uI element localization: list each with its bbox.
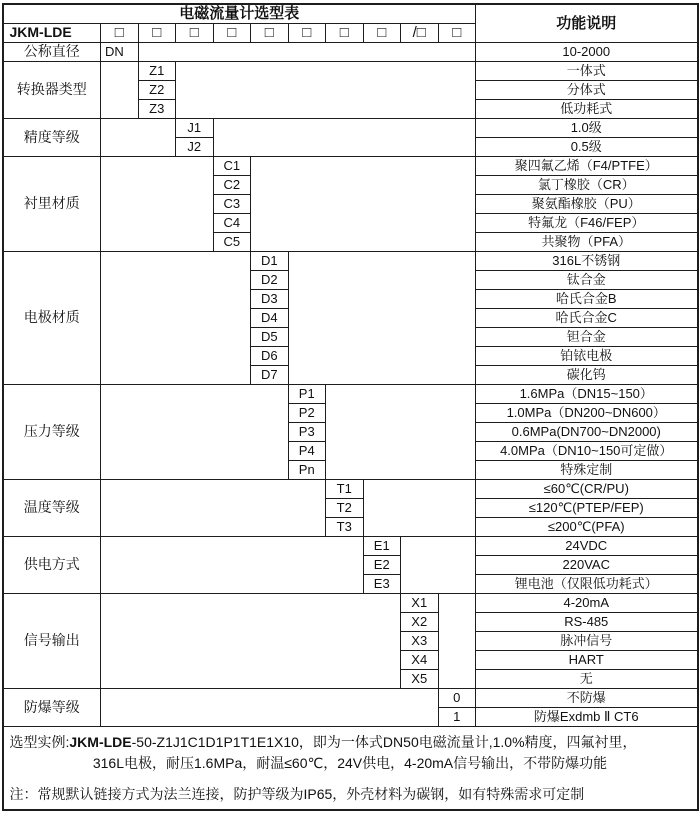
spacer-cell [288, 251, 476, 384]
desc-cell: HART [476, 650, 698, 669]
example-line2: 316L电极，耐压1.6MPa，耐温≤60℃，24V供电，4-20mA信号输出，不带防爆功能 [92, 754, 608, 771]
example-rest: -50-Z1J1C1D1P1T1E1X10，即为一体式DN50电磁流量计,1.0%精度，四氟衬里， [131, 733, 637, 750]
function-header: 功能说明 [476, 4, 698, 42]
desc-cell: 0.6MPa(DN700~DN2000) [476, 422, 698, 441]
code-cell: C3 [213, 194, 251, 213]
section-label: 精度等级 [3, 118, 101, 156]
code-cell: C4 [213, 213, 251, 232]
desc-cell: 1.0级 [476, 118, 698, 137]
checkbox-cell: □ [326, 23, 364, 42]
desc-cell: 1.0MPa（DN200~DN600） [476, 403, 698, 422]
desc-cell: ≤60℃(CR/PU) [476, 479, 698, 498]
code-cell: T1 [326, 479, 364, 498]
code-cell: Pn [288, 460, 326, 479]
desc-cell: 防爆Exdmb Ⅱ CT6 [476, 707, 698, 726]
table-title: 电磁流量计选型表 [3, 4, 476, 23]
section-label: 衬里材质 [3, 156, 101, 251]
desc-cell: 特殊定制 [476, 460, 698, 479]
desc-cell: RS-485 [476, 612, 698, 631]
desc-cell: 4-20mA [476, 593, 698, 612]
spacer-cell [401, 536, 476, 593]
section-label: 防爆等级 [3, 688, 101, 726]
checkbox-cell: □ [176, 23, 214, 42]
spacer-cell [101, 61, 139, 118]
spacer-cell [326, 384, 476, 479]
checkbox-cell: □ [138, 23, 176, 42]
code-cell: T3 [326, 517, 364, 536]
example-prefix: 选型实例: [9, 733, 70, 750]
desc-cell: 1.6MPa（DN15~150） [476, 384, 698, 403]
checkbox-cell: □ [288, 23, 326, 42]
code-cell: X3 [401, 631, 439, 650]
code-cell: C2 [213, 175, 251, 194]
desc-cell: 一体式 [476, 61, 698, 80]
spacer-cell [101, 479, 326, 536]
dn-desc: 10-2000 [476, 42, 698, 61]
code-cell: Z1 [138, 61, 176, 80]
code-cell: J1 [176, 118, 214, 137]
section-label: 电极材质 [3, 251, 101, 384]
code-cell: P4 [288, 441, 326, 460]
spacer-cell [438, 593, 476, 688]
desc-cell: ≤120℃(PTEP/FEP) [476, 498, 698, 517]
checkbox-cell: □ [363, 23, 401, 42]
desc-cell: 无 [476, 669, 698, 688]
code-cell: D6 [251, 346, 289, 365]
section-label: 温度等级 [3, 479, 101, 536]
desc-cell: 哈氏合金C [476, 308, 698, 327]
section-label: 信号输出 [3, 593, 101, 688]
code-cell: X4 [401, 650, 439, 669]
desc-cell: 220VAC [476, 555, 698, 574]
checkbox-cell: /□ [401, 23, 439, 42]
code-cell: P3 [288, 422, 326, 441]
spacer-cell [101, 384, 289, 479]
code-cell: P1 [288, 384, 326, 403]
code-cell: C1 [213, 156, 251, 175]
desc-cell: 碳化钨 [476, 365, 698, 384]
code-cell: 1 [438, 707, 476, 726]
code-cell: D3 [251, 289, 289, 308]
checkbox-cell: □ [251, 23, 289, 42]
code-cell: E2 [363, 555, 401, 574]
code-cell: 0 [438, 688, 476, 707]
checkbox-cell: □ [101, 23, 139, 42]
desc-cell: 不防爆 [476, 688, 698, 707]
desc-cell: 铂铱电极 [476, 346, 698, 365]
code-cell: X1 [401, 593, 439, 612]
desc-cell: 特氟龙（F46/FEP） [476, 213, 698, 232]
spacer-cell [101, 118, 176, 156]
footer-cell [3, 726, 698, 810]
spacer-cell [363, 479, 476, 536]
dn-label: 公称直径 [3, 42, 101, 61]
code-cell: X5 [401, 669, 439, 688]
desc-cell: 钛合金 [476, 270, 698, 289]
spacer-cell [101, 593, 401, 688]
spacer-cell [138, 42, 476, 61]
desc-cell: ≤200℃(PFA) [476, 517, 698, 536]
desc-cell: 4.0MPa（DN10~150可定做） [476, 441, 698, 460]
example-model: JKM-LDE [69, 733, 132, 750]
code-cell: E3 [363, 574, 401, 593]
code-cell: C5 [213, 232, 251, 251]
dn-code: DN [101, 42, 139, 61]
code-cell: P2 [288, 403, 326, 422]
section-label: 压力等级 [3, 384, 101, 479]
spacer-cell [213, 118, 476, 156]
spacer-cell [176, 61, 476, 118]
desc-cell: 24VDC [476, 536, 698, 555]
desc-cell: 316L不锈钢 [476, 251, 698, 270]
checkbox-cell: □ [438, 23, 476, 42]
code-cell: D2 [251, 270, 289, 289]
code-cell: J2 [176, 137, 214, 156]
desc-cell: 钽合金 [476, 327, 698, 346]
code-cell: E1 [363, 536, 401, 555]
code-cell: Z2 [138, 80, 176, 99]
code-cell: D5 [251, 327, 289, 346]
code-cell: T2 [326, 498, 364, 517]
note-text: 注：常规默认链接方式为法兰连接，防护等级为IP65，外壳材料为碳钢，如有特殊需求可定制 [9, 785, 585, 802]
desc-cell: 锂电池（仅限低功耗式） [476, 574, 698, 593]
desc-cell: 分体式 [476, 80, 698, 99]
code-cell: Z3 [138, 99, 176, 118]
desc-cell: 0.5级 [476, 137, 698, 156]
code-cell: D4 [251, 308, 289, 327]
spacer-cell [251, 156, 476, 251]
code-cell: X2 [401, 612, 439, 631]
desc-cell: 聚四氟乙烯（F4/PTFE） [476, 156, 698, 175]
desc-cell: 哈氏合金B [476, 289, 698, 308]
example-text [10, 732, 691, 753]
section-label: 供电方式 [3, 536, 101, 593]
checkbox-cell: □ [213, 23, 251, 42]
model-code: JKM-LDE [3, 23, 101, 42]
code-cell: D7 [251, 365, 289, 384]
desc-cell: 氯丁橡胶（CR） [476, 175, 698, 194]
spacer-cell [101, 536, 364, 593]
desc-cell: 共聚物（PFA） [476, 232, 698, 251]
desc-cell: 低功耗式 [476, 99, 698, 118]
selection-table [2, 3, 699, 811]
code-cell: D1 [251, 251, 289, 270]
section-label: 转换器类型 [3, 61, 101, 118]
spacer-cell [101, 688, 439, 726]
spacer-cell [101, 251, 251, 384]
spacer-cell [101, 156, 214, 251]
desc-cell: 聚氨酯橡胶（PU） [476, 194, 698, 213]
desc-cell: 脉冲信号 [476, 631, 698, 650]
